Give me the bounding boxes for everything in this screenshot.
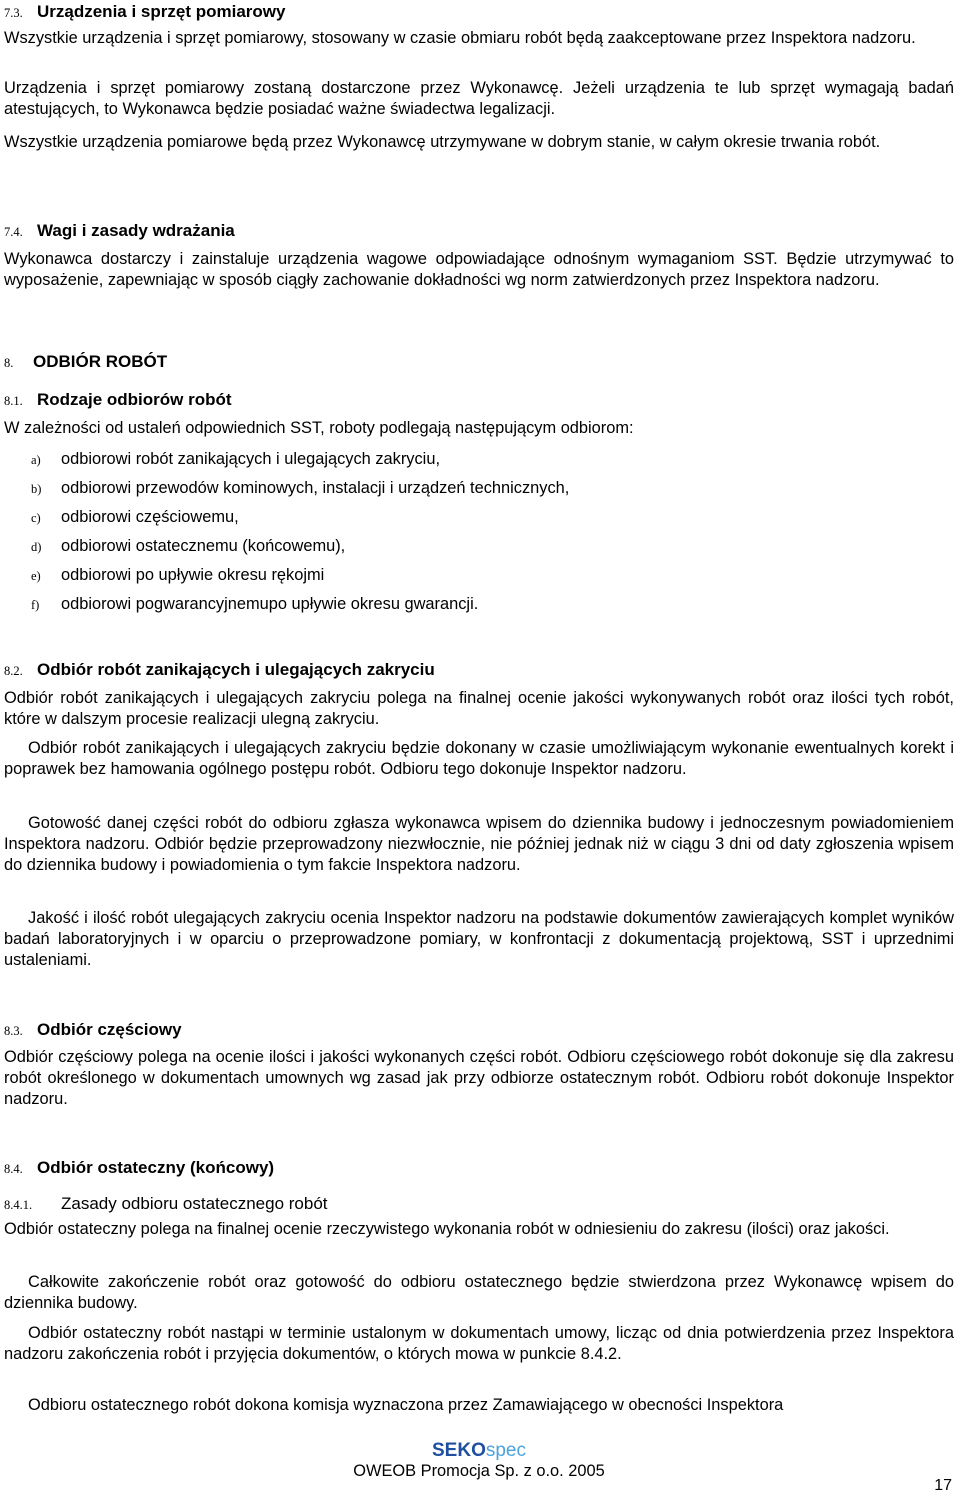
paragraph: Całkowite zakończenie robót oraz gotowość do odbioru ostatecznego będzie stwierdzona przez Wykonawcę wpisem do dziennika budowy. xyxy=(4,1273,954,1312)
paragraph: Odbiór ostateczny polega na finalnej ocenie rzeczywistego wykonania robót w odniesieniu do zakresu (ilości) oraz jakości. xyxy=(4,1220,890,1238)
section-number: 8.4. xyxy=(4,1162,23,1176)
list-marker: c) xyxy=(31,511,41,525)
section-number: 8.3. xyxy=(4,1024,23,1038)
brand-part-spec: spec xyxy=(485,1440,526,1461)
paragraph: Odbiór ostateczny robót nastąpi w terminie ustalonym w dokumentach umowy, licząc od dnia potwierdzenia przez Inspektora nadzoru zakończenia robót i przyjęcia dokumentów, o których mowa w punkcie 8.4.2. xyxy=(4,1324,954,1363)
list-item xyxy=(4,565,324,587)
section-title: Zasady odbioru ostatecznego robót xyxy=(61,1194,328,1213)
paragraph: Wszystkie urządzenia pomiarowe będą przez Wykonawcę utrzymywane w dobrym stanie, w całym okresie trwania robót. xyxy=(4,133,881,151)
list-item-text: odbiorowi częściowemu, xyxy=(61,508,239,526)
list-item xyxy=(4,478,569,500)
list-item xyxy=(4,507,239,529)
paragraph: Odbiór robót zanikających i ulegających zakryciu będzie dokonany w czasie umożliwiającym wykonanie ewentualnych korekt i poprawek bez hamowania ogólnego postępu robót. Odbioru tego dokonuje Inspektor nadzoru. xyxy=(4,739,954,778)
section-number: 8.1. xyxy=(4,394,23,408)
paragraph: Jakość i ilość robót ulegających zakryciu ocenia Inspektor nadzoru na podstawie dokumentów zawierających komplet wyników badań laboratoryjnych i w oparciu o przeprowadzone pomiary, w konfrontacji z dokumentacją projektową, SST i uprzednimi ustaleniami. xyxy=(4,909,954,969)
paragraph: W zależności od ustaleń odpowiednich SST, roboty podlegają następującym odbiorom: xyxy=(4,419,634,437)
list-item-text: odbiorowi pogwarancyjnemupo upływie okresu gwarancji. xyxy=(61,595,479,613)
section-heading-8-4-1 xyxy=(4,1193,328,1216)
section-number: 8.4.1. xyxy=(4,1198,33,1212)
section-heading-7-4 xyxy=(4,220,235,243)
list-item-text: odbiorowi po upływie okresu rękojmi xyxy=(61,566,325,584)
list-item xyxy=(4,449,440,471)
list-marker: e) xyxy=(31,569,41,583)
section-title: Wagi i zasady wdrażania xyxy=(37,221,235,240)
section-title: Odbiór częściowy xyxy=(37,1020,182,1039)
paragraph: Wszystkie urządzenia i sprzęt pomiarowy, stosowany w czasie obmiaru robót będą zaakceptowane przez Inspektora nadzoru. xyxy=(4,29,916,47)
paragraph: Gotowość danej części robót do odbioru zgłasza wykonawca wpisem do dziennika budowy i jednoczesnym powiadomieniem Inspektora nadzoru. Odbiór będzie przeprowadzony niezwłocznie, nie później jednak niż w ciągu 3 dni od daty zgłoszenia wpisem do dziennika budowy i powiadomienia o tym fakcie Inspektora nadzoru. xyxy=(4,814,954,874)
paragraph: Odbioru ostatecznego robót dokona komisja wyznaczona przez Zamawiającego w obecności Inspektora xyxy=(28,1396,784,1414)
footer-brand-logo xyxy=(4,1440,954,1462)
section-title: Urządzenia i sprzęt pomiarowy xyxy=(37,2,286,21)
paragraph: Odbiór częściowy polega na ocenie ilości i jakości wykonanych części robót. Odbioru częściowego robót dokonuje się dla zakresu robót określonego w dokumentach umownych wg zasad jak przy odbiorze ostatecznym robót. Odbioru robót dokonuje Inspektor nadzoru. xyxy=(4,1048,954,1108)
brand-part-seko: SEKO xyxy=(432,1440,486,1461)
list-marker: d) xyxy=(31,540,42,554)
list-marker: b) xyxy=(31,482,42,496)
section-title: Odbiór robót zanikających i ulegających zakryciu xyxy=(37,660,435,679)
list-item-text: odbiorowi ostatecznemu (końcowemu), xyxy=(61,537,346,555)
section-number: 7.3. xyxy=(4,6,23,20)
section-heading-8-4 xyxy=(4,1157,274,1180)
list-item xyxy=(4,536,345,558)
section-heading-8 xyxy=(4,351,167,374)
paragraph: Wykonawca dostarczy i zainstaluje urządzenia wagowe odpowiadające odnośnym wymaganiom SST. Będzie utrzymywać to wyposażenie, zapewniając w sposób ciągły zachowanie dokładności wg norm zatwierdzonych przez Inspektora nadzoru. xyxy=(4,250,954,289)
section-heading-8-2 xyxy=(4,659,435,682)
section-title: Odbiór ostateczny (końcowy) xyxy=(37,1158,275,1177)
section-heading-8-3 xyxy=(4,1019,182,1042)
list-item-text: odbiorowi robót zanikających i ulegających zakryciu, xyxy=(61,450,440,468)
section-title: Rodzaje odbiorów robót xyxy=(37,390,232,409)
section-heading-7-3 xyxy=(4,1,285,24)
section-title: ODBIÓR ROBÓT xyxy=(33,352,168,371)
list-marker: a) xyxy=(31,453,41,467)
paragraph: Odbiór robót zanikających i ulegających zakryciu polega na finalnej ocenie jakości wykonywanych robót oraz ilości tych robót, które w dalszym procesie realizacji ulegną zakryciu. xyxy=(4,689,954,728)
page-number: 17 xyxy=(934,1477,952,1494)
paragraph: Urządzenia i sprzęt pomiarowy zostaną dostarczone przez Wykonawcę. Jeżeli urządzenia te lub sprzęt wymagają badań atestujących, to Wykonawca będzie posiadać ważne świadectwa legalizacji. xyxy=(4,79,954,118)
section-number: 8. xyxy=(4,356,14,370)
list-marker: f) xyxy=(31,598,40,612)
section-number: 8.2. xyxy=(4,664,23,678)
list-item-text: odbiorowi przewodów kominowych, instalacji i urządzeń technicznych, xyxy=(61,479,570,497)
list-item xyxy=(4,594,478,616)
section-number: 7.4. xyxy=(4,225,23,239)
section-heading-8-1 xyxy=(4,389,232,412)
footer-company: OWEOB Promocja Sp. z o.o. 2005 xyxy=(353,1462,605,1480)
